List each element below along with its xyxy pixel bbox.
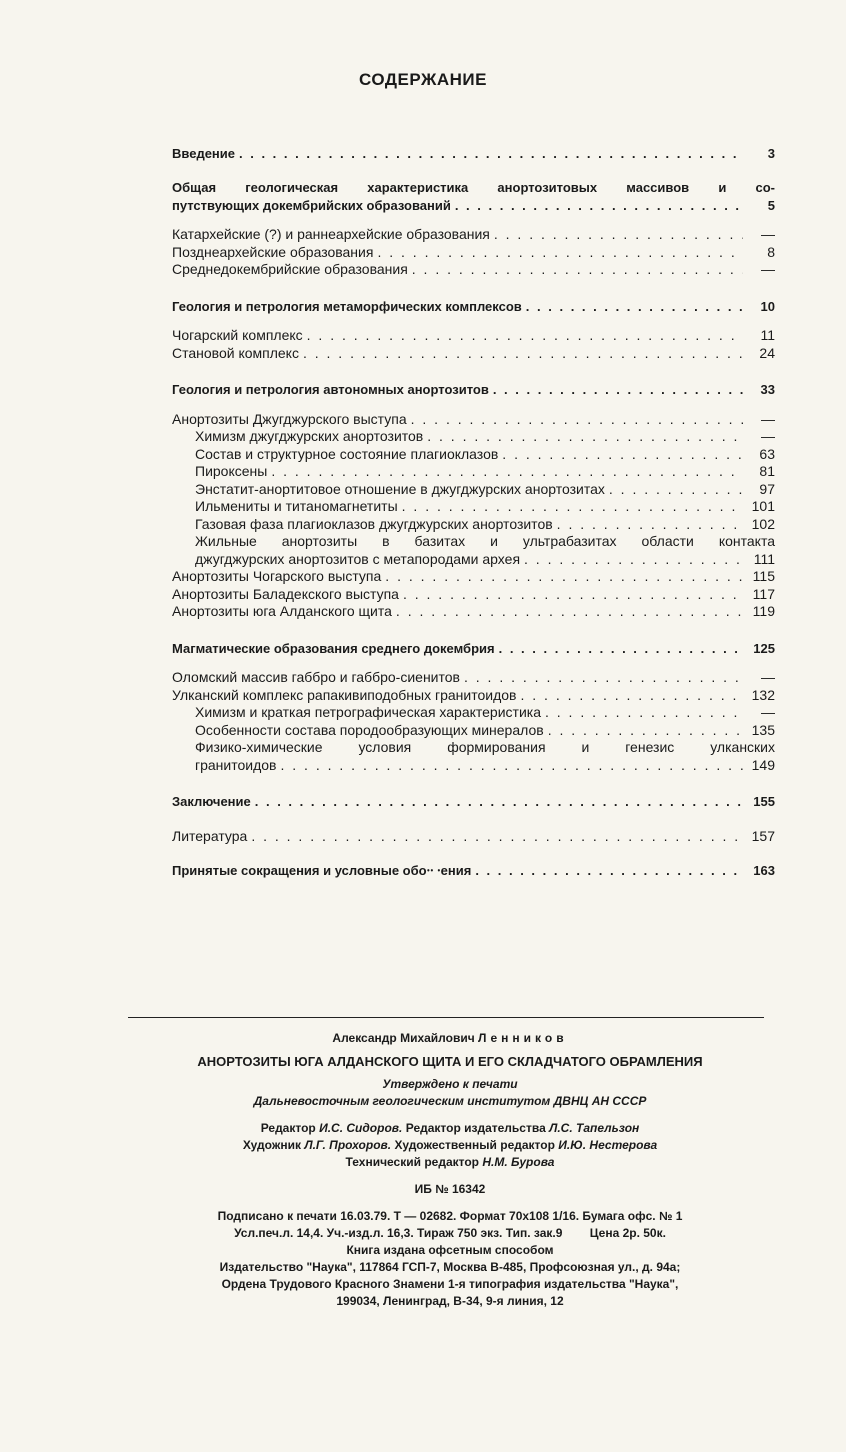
toc-entry-title: Геология и петрология автономных анортозитов [172, 382, 489, 397]
toc-entry-title: Анортозиты Джугджурского выступа [172, 410, 407, 427]
dot-leader [494, 226, 743, 243]
toc-entry-page: 149 [751, 756, 775, 773]
toc-entry-title: Магматические образования среднего докембрия [172, 640, 495, 656]
dot-leader [464, 669, 743, 686]
toc-entry-title-line: путствующих докембрийских образований [172, 197, 451, 213]
toc-entry[interactable] [172, 445, 775, 463]
toc-entry-page: — [761, 669, 775, 685]
dot-leader [557, 516, 743, 533]
artist-label: Художник [242, 1138, 301, 1152]
author-last-name: Ленников [478, 1031, 568, 1045]
dot-leader [402, 498, 743, 515]
toc-entry[interactable] [172, 428, 775, 446]
toc-entry-page: 97 [759, 480, 775, 497]
toc-entry[interactable] [172, 585, 775, 603]
imprint-block [140, 1030, 760, 1310]
toc-entry-page: 3 [767, 145, 775, 161]
artist-name: Л.Г. Прохоров. [304, 1138, 392, 1152]
toc-entry-title-line: Общая геологическая характеристика анортозитовых массивов и со- [172, 179, 775, 195]
dot-leader [396, 603, 743, 620]
dot-leader [545, 704, 743, 721]
toc-entry-title: Ильмениты и титаномагнетиты [195, 498, 398, 514]
toc-entry-page: — [761, 410, 775, 427]
dot-leader [411, 411, 743, 428]
dot-leader [524, 551, 743, 568]
toc-entry[interactable] [172, 862, 775, 880]
tech-editor-line [140, 1154, 760, 1171]
toc-entry[interactable] [172, 410, 775, 428]
dot-leader [271, 463, 743, 480]
toc-entry[interactable] [172, 568, 775, 586]
toc-entry-title: Заключение [172, 794, 251, 809]
toc-entry-page: — [761, 428, 775, 444]
artists-line [140, 1137, 760, 1154]
toc-entry-page: 157 [751, 827, 775, 844]
tech-editor-name: Н.М. Бурова [482, 1155, 555, 1169]
toc-entry-page: 81 [759, 463, 775, 479]
toc-entry-page: 63 [759, 445, 775, 462]
toc-entry-page: 102 [751, 515, 775, 532]
toc-entry-title: Анортозиты юга Алданского щита [172, 603, 392, 619]
dot-leader [255, 793, 743, 810]
dot-leader [307, 327, 743, 344]
toc-entry-page: 119 [752, 603, 775, 619]
pub-editor-label: Редактор издательства [405, 1121, 546, 1135]
dot-leader [377, 244, 743, 261]
toc-entry[interactable] [172, 381, 775, 399]
toc-entry-title: Состав и структурное состояние плагиоклазов [195, 445, 499, 462]
toc-entry-page: 125 [753, 640, 775, 656]
art-editor-label: Художественный редактор [394, 1138, 555, 1152]
toc-entry[interactable] [172, 686, 775, 704]
toc-entry[interactable] [172, 480, 775, 498]
toc-entry-title: Газовая фаза плагиоклазов джугджурских анортозитов [195, 515, 553, 532]
toc-entry[interactable] [172, 297, 775, 315]
print-details-2 [140, 1225, 760, 1242]
toc-entry-title: Чогарский комплекс [172, 327, 303, 343]
toc-entry[interactable] [172, 144, 775, 162]
editors-line [140, 1120, 760, 1137]
print-details-run: Усл.печ.л. 14,4. Уч.-изд.л. 16,3. Тираж 750 экз. Тип. зак.9 [234, 1226, 563, 1240]
table-of-contents [172, 144, 775, 879]
toc-entry-title: Введение [172, 145, 235, 161]
toc-entry-title-line: Жильные анортозиты в базитах и ультрабазитах области контакта [195, 532, 775, 549]
toc-entry[interactable] [172, 243, 775, 261]
toc-entry-page: 5 [767, 197, 775, 213]
toc-entry-page: 155 [753, 794, 775, 809]
dot-leader [303, 345, 743, 362]
toc-entry-page: 8 [767, 243, 775, 260]
toc-entry-page: 115 [752, 568, 775, 584]
toc-entry-page: 117 [752, 585, 775, 602]
toc-entry-page: 132 [751, 686, 775, 703]
toc-entry[interactable] [172, 498, 775, 516]
ib-number: ИБ № 16342 [414, 1182, 486, 1196]
toc-entry-page: 135 [751, 721, 775, 738]
dot-leader [427, 428, 743, 445]
toc-entry[interactable] [172, 463, 775, 481]
dot-leader [280, 757, 743, 774]
price: Цена 2р. 50к. [589, 1226, 666, 1240]
toc-entry[interactable] [172, 739, 775, 774]
toc-entry-page: 11 [760, 327, 775, 343]
dot-leader [239, 145, 743, 162]
toc-entry-page: — [761, 226, 775, 242]
toc-entry-title: Геология и петрология метаморфических комплексов [172, 298, 522, 314]
printer-line-2: 199034, Ленинград, В-34, 9-я линия, 12 [336, 1294, 564, 1308]
toc-entry[interactable] [172, 261, 775, 279]
dot-leader [609, 481, 743, 498]
page-title: СОДЕРЖАНИЕ [359, 70, 487, 89]
offset-note: Книга издана офсетным способом [346, 1243, 554, 1257]
dot-leader [385, 568, 743, 585]
toc-entry-title: Особенности состава породообразующих минералов [195, 721, 544, 738]
dot-leader [403, 586, 743, 603]
author-name [140, 1030, 760, 1047]
approval-line-1: Утверждено к печати [382, 1077, 518, 1091]
pub-editor-name: Л.С. Тапельзон [549, 1121, 640, 1135]
toc-entry-page: 101 [751, 498, 775, 514]
approval-line-2: Дальневосточным геологическим институтом ДВНЦ АН СССР [253, 1094, 647, 1108]
toc-entry[interactable] [172, 721, 775, 739]
dot-leader [475, 862, 743, 879]
toc-entry[interactable] [172, 639, 775, 657]
toc-entry-title: Оломский массив габбро и габбро-сиенитов [172, 669, 460, 685]
toc-entry-title-line: Физико-химические условия формирования и генезис улканских [195, 738, 775, 755]
toc-entry[interactable] [172, 515, 775, 533]
toc-entry-title: Улканский комплекс рапакивиподобных гранитоидов [172, 686, 517, 703]
book-title: АНОРТОЗИТЫ ЮГА АЛДАНСКОГО ЩИТА И ЕГО СКЛАДЧАТОГО ОБРАМЛЕНИЯ [197, 1054, 703, 1069]
toc-entry[interactable] [172, 669, 775, 687]
dot-leader [251, 828, 743, 845]
toc-entry[interactable] [172, 533, 775, 568]
toc-entry-title: Литература [172, 827, 248, 844]
toc-entry-title: Химизм и краткая петрографическая характеристика [195, 704, 541, 720]
dot-leader [526, 298, 743, 315]
toc-entry-title: Анортозиты Баладекского выступа [172, 585, 399, 602]
toc-entry-page: 163 [753, 863, 775, 878]
toc-entry-title: Принятые сокращения и условные обо⸱⸱ ⸱ения [172, 863, 472, 878]
divider-rule [128, 1017, 764, 1018]
toc-entry-title: Среднедокембрийские образования [172, 261, 408, 277]
dot-leader [548, 722, 743, 739]
toc-entry[interactable] [172, 179, 775, 214]
dot-leader [493, 381, 743, 398]
toc-entry[interactable] [172, 603, 775, 621]
editor-name: И.С. Сидоров. [319, 1121, 403, 1135]
toc-entry-title: Энстатит-анортитовое отношение в джугджурских анортозитах [195, 480, 605, 497]
toc-entry[interactable] [172, 827, 775, 845]
toc-entry-title: Пироксены [195, 463, 268, 479]
toc-entry-title-line: джугджурских анортозитов с метапородами архея [195, 550, 521, 567]
toc-entry-page: 10 [760, 298, 775, 314]
toc-entry[interactable] [172, 344, 775, 362]
toc-entry[interactable] [172, 327, 775, 345]
author-first-name: Александр Михайлович [332, 1031, 475, 1045]
dot-leader [520, 687, 743, 704]
toc-entry[interactable] [172, 704, 775, 722]
toc-entry-title: Катархейские (?) и раннеархейские образования [172, 226, 490, 242]
toc-entry-title: Анортозиты Чогарского выступа [172, 568, 382, 584]
toc-entry-title-line: гранитоидов [195, 756, 277, 773]
dot-leader [455, 197, 743, 214]
toc-entry-page: 33 [760, 382, 775, 397]
toc-entry-page: — [761, 261, 775, 277]
editor-label: Редактор [260, 1121, 316, 1135]
print-details-1: Подписано к печати 16.03.79. Т — 02682. Формат 70х108 1/16. Бумага офс. № 1 [217, 1209, 683, 1223]
dot-leader [412, 261, 743, 278]
toc-entry-page: — [761, 704, 775, 720]
art-editor-name: И.Ю. Нестерова [558, 1138, 658, 1152]
toc-entry-title: Становой комплекс [172, 344, 299, 361]
toc-entry[interactable] [172, 226, 775, 244]
dot-leader [502, 446, 743, 463]
publisher-address: Издательство "Наука", 117864 ГСП-7, Москва В-485, Профсоюзная ул., д. 94а; [219, 1260, 681, 1274]
toc-entry-page: 24 [759, 344, 775, 361]
dot-leader [499, 640, 743, 657]
toc-entry-title: Химизм джугджурских анортозитов [195, 428, 424, 444]
toc-entry-page: 111 [753, 550, 775, 567]
toc-entry-title: Позднеархейские образования [172, 243, 374, 260]
toc-entry[interactable] [172, 793, 775, 811]
printer-line-1: Ордена Трудового Красного Знамени 1-я типография издательства "Наука", [221, 1277, 679, 1291]
tech-editor-label: Технический редактор [345, 1155, 480, 1169]
